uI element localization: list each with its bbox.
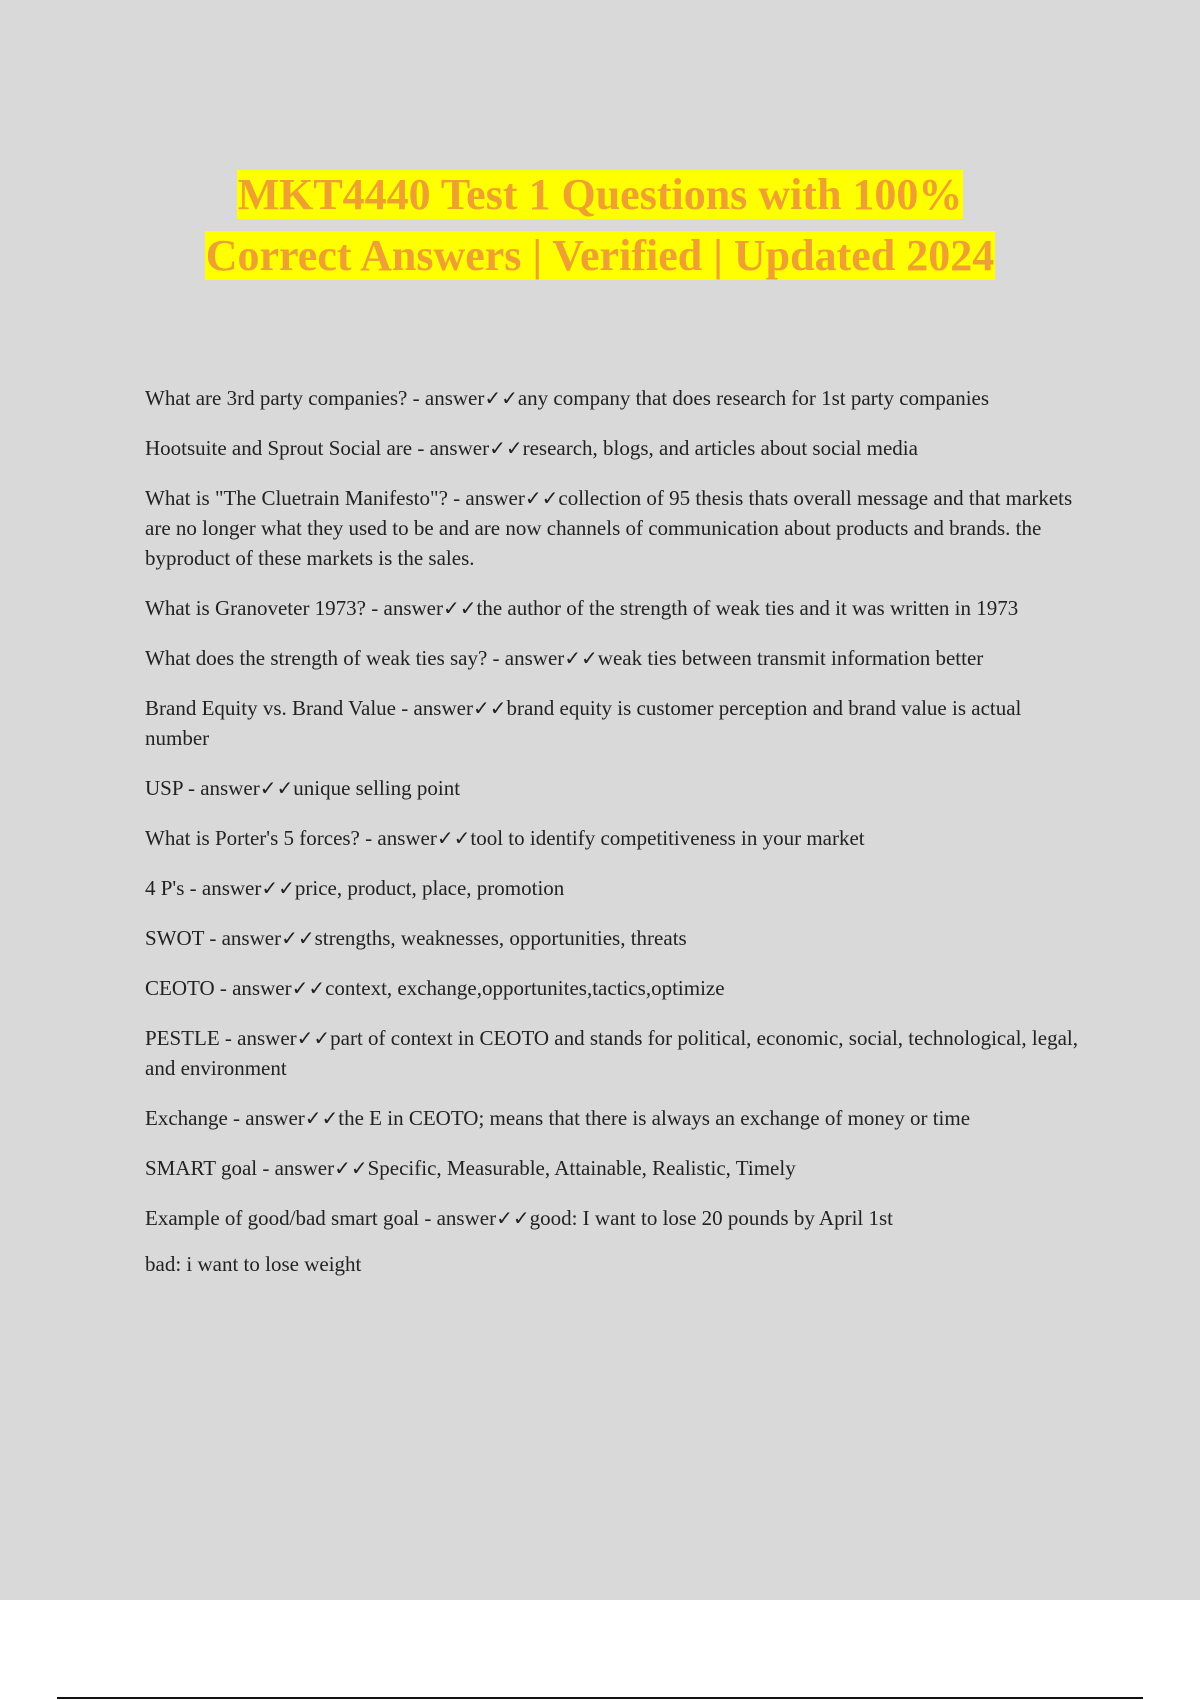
qa-item [145, 1103, 1090, 1133]
answer-text: research, blogs, and articles about social media [522, 436, 918, 460]
qa-item [145, 483, 1090, 573]
check-icon: ✓✓ [304, 1106, 339, 1130]
question-text: Hootsuite and Sprout Social are - answer [145, 436, 490, 460]
check-icon: ✓✓ [524, 486, 559, 510]
question-text: Exchange - answer [145, 1106, 305, 1130]
check-icon: ✓✓ [261, 876, 295, 900]
question-text: SWOT - answer [145, 926, 282, 950]
check-icon: ✓✓ [489, 436, 523, 460]
qa-item [145, 693, 1090, 753]
answer-continuation: bad: i want to lose weight [145, 1252, 362, 1276]
question-text: What is "The Cluetrain Manifesto"? - answer [145, 486, 525, 510]
question-text: CEOTO - answer [145, 976, 292, 1000]
answer-text: weak ties between transmit information better [597, 646, 984, 670]
title-line-1: MKT4440 Test 1 Questions with 100% [237, 170, 963, 219]
qa-item [145, 973, 1090, 1003]
answer-text: the E in CEOTO; means that there is always an exchange of money or time [338, 1106, 971, 1130]
check-icon: ✓✓ [484, 386, 518, 410]
answer-text: price, product, place, promotion [294, 876, 565, 900]
answer-text: strengths, weaknesses, opportunities, threats [314, 926, 687, 950]
question-text: What does the strength of weak ties say? - answer [145, 646, 565, 670]
answer-text: Specific, Measurable, Attainable, Realistic, Timely [367, 1156, 796, 1180]
question-text: What is Granoveter 1973? - answer [145, 596, 443, 620]
qa-item [145, 923, 1090, 953]
title-line-2: Correct Answers | Verified | Updated 2024 [205, 231, 995, 280]
answer-text: brand equity is customer perception and brand value is actual number [145, 696, 1022, 750]
qa-item [145, 823, 1090, 853]
answer-text: the author of the strength of weak ties and it was written in 1973 [476, 596, 1019, 620]
check-icon: ✓✓ [291, 976, 326, 1000]
question-text: Example of good/bad smart goal - answer [145, 1206, 497, 1230]
qa-list [145, 383, 1090, 1279]
answer-text: unique selling point [293, 776, 461, 800]
answer-text: any company that does research for 1st party companies [517, 386, 990, 410]
qa-item [145, 1153, 1090, 1183]
check-icon: ✓✓ [259, 776, 294, 800]
question-text: USP - answer [145, 776, 260, 800]
qa-item [145, 1203, 1090, 1233]
qa-item [145, 433, 1090, 463]
question-text: What are 3rd party companies? - answer [145, 386, 485, 410]
check-icon: ✓✓ [281, 926, 315, 950]
check-icon: ✓✓ [564, 646, 598, 670]
answer-text: context, exchange,opportunites,tactics,optimize [325, 976, 725, 1000]
check-icon: ✓✓ [442, 596, 477, 620]
answer-text: collection of 95 thesis thats overall message and that markets are no longer what they used to be and are now channels of communication about products and brands. the byproduct of these markets is the sales. [145, 486, 1073, 570]
check-icon: ✓✓ [472, 696, 507, 720]
qa-item [145, 643, 1090, 673]
check-icon: ✓✓ [296, 1026, 331, 1050]
check-icon: ✓✓ [334, 1156, 368, 1180]
document-title [0, 164, 1200, 286]
qa-item [145, 873, 1090, 903]
qa-item [145, 593, 1090, 623]
question-text: What is Porter's 5 forces? - answer [145, 826, 437, 850]
answer-text: part of context in CEOTO and stands for political, economic, social, technological, legal, and environment [145, 1026, 1078, 1080]
answer-text: tool to identify competitiveness in your market [470, 826, 865, 850]
question-text: PESTLE - answer [145, 1026, 297, 1050]
qa-item [145, 773, 1090, 803]
qa-item [145, 1023, 1090, 1083]
answer-text: good: I want to lose 20 pounds by April 1st [529, 1206, 894, 1230]
qa-item [145, 383, 1090, 413]
check-icon: ✓✓ [436, 826, 471, 850]
question-text: Brand Equity vs. Brand Value - answer [145, 696, 473, 720]
question-text: 4 P's - answer [145, 876, 262, 900]
question-text: SMART goal - answer [145, 1156, 335, 1180]
footer-rule [57, 1697, 1143, 1699]
check-icon: ✓✓ [496, 1206, 530, 1230]
